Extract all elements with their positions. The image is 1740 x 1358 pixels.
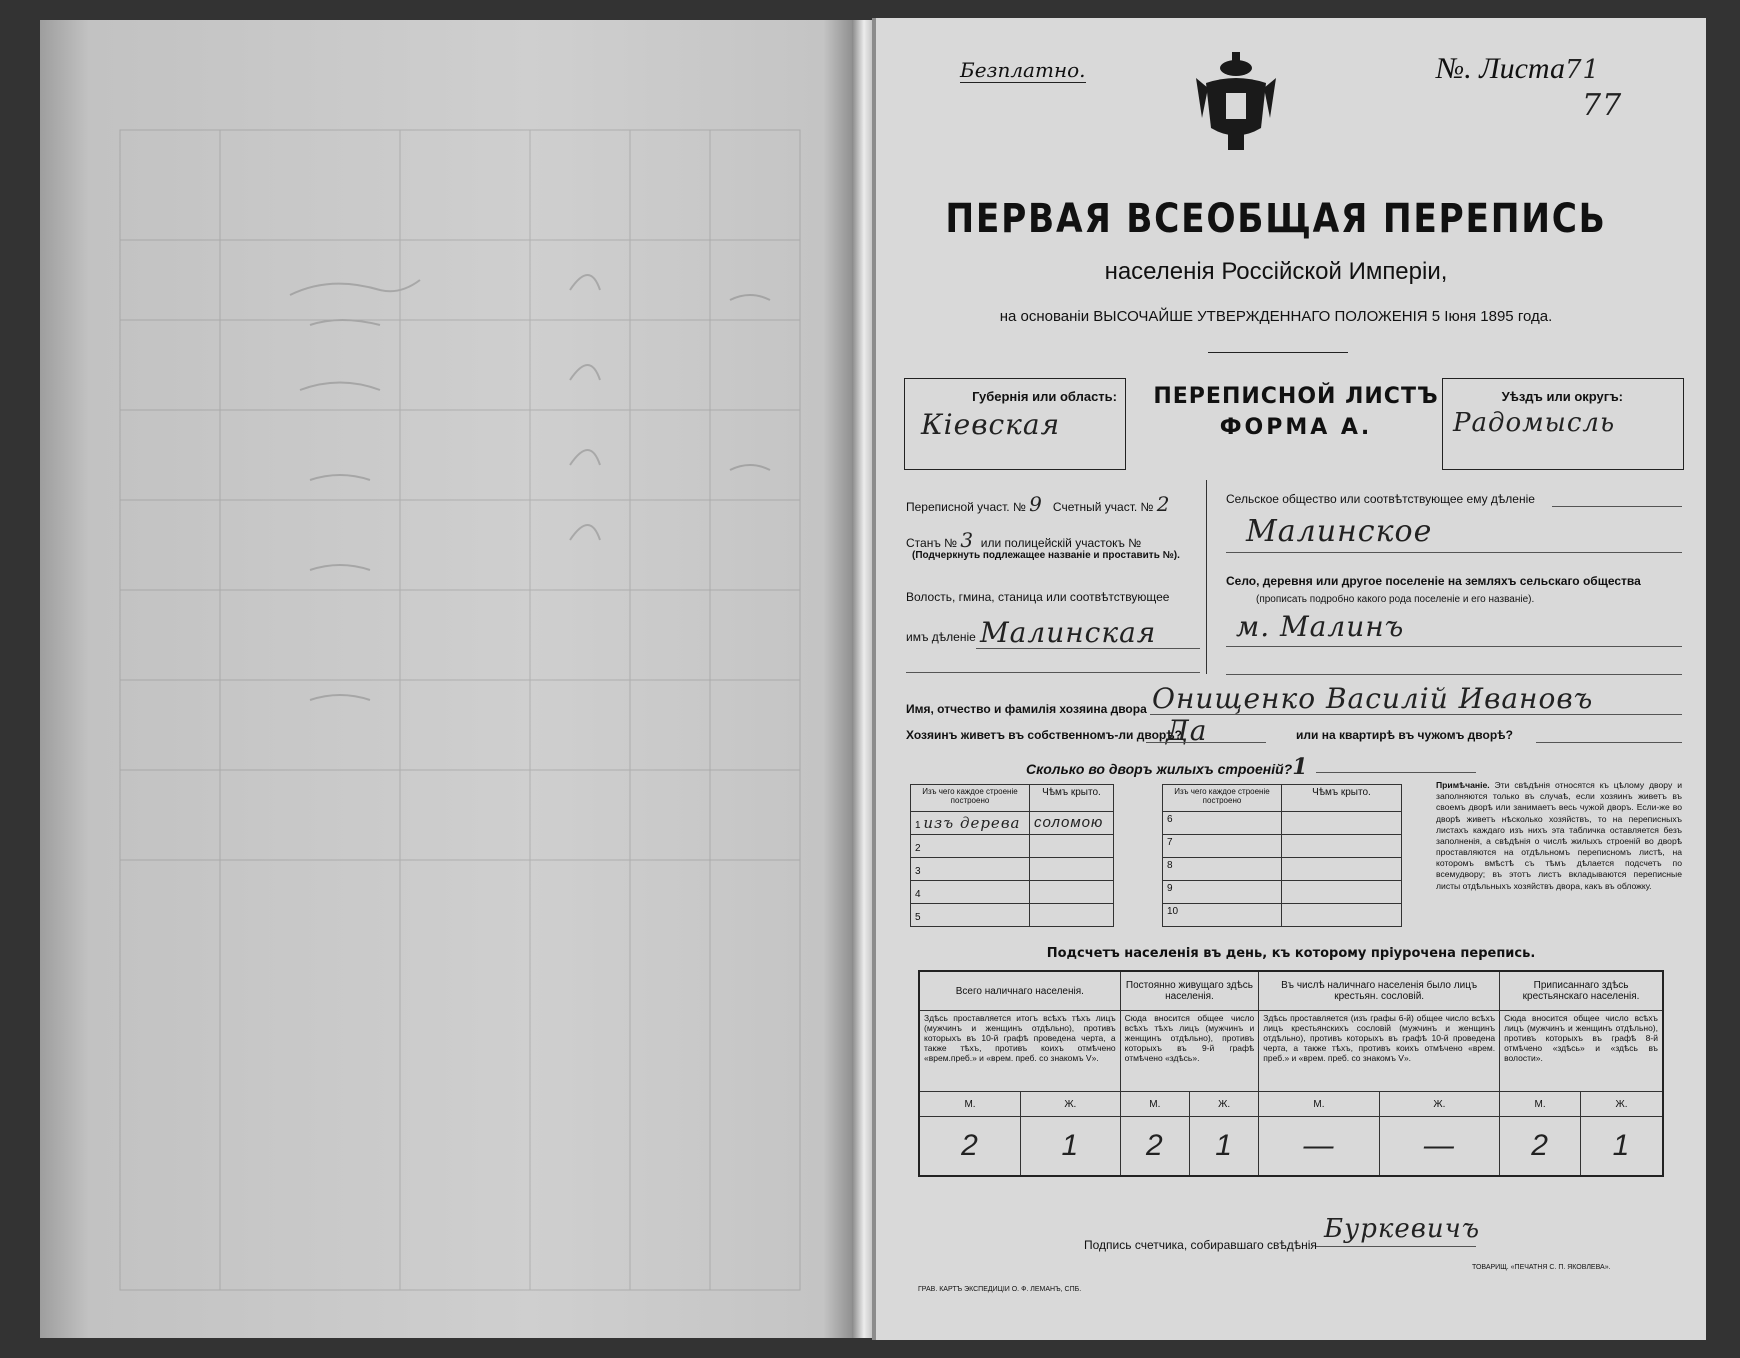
building-number: 2 bbox=[915, 843, 921, 854]
census-area-row: Переписной участ. № 9 Счетный участ. № 2 bbox=[906, 492, 1171, 516]
building-roof bbox=[1030, 835, 1114, 858]
sheet-type-title: ПЕРЕПИСНОЙ ЛИСТЪ bbox=[1153, 384, 1439, 409]
district-label: Уѣздъ или округъ: bbox=[1501, 389, 1623, 404]
building-number: 8 bbox=[1163, 858, 1282, 881]
owner-rent-rule bbox=[1536, 742, 1682, 743]
owner-rent-label: или на квартирѣ въ чужомъ дворѣ? bbox=[1296, 728, 1513, 742]
building-roof: соломою bbox=[1030, 812, 1114, 835]
census-subtitle: населенія Россійской Имперіи, bbox=[1104, 258, 1448, 285]
count-col-desc: Здѣсь проставляется итогъ всѣхъ тѣхъ лицъ (мужчинъ и женщинъ отдѣльно), противъ которыхъ въ 10-й графѣ проведена черта, а также тѣхъ, противъ коихъ отмѣчено «врем.преб.» и «врем. преб. со знакомъ V». bbox=[919, 1011, 1120, 1092]
count-m-label: М. bbox=[1120, 1092, 1189, 1117]
building-row bbox=[1163, 881, 1402, 904]
count-col-head: Всего наличнаго населенія. bbox=[919, 971, 1120, 1011]
district-box bbox=[1442, 378, 1684, 470]
building-material bbox=[911, 881, 1030, 904]
buildings-col-roof: Чѣмъ крыто. bbox=[1030, 785, 1114, 812]
note-title: Примѣчаніе. bbox=[1436, 780, 1490, 790]
village-extra-rule bbox=[1226, 674, 1682, 675]
census-title: ПЕРВАЯ ВСЕОБЩАЯ ПЕРЕПИСЬ bbox=[945, 196, 1607, 242]
census-legal-basis: на основаніи ВЫСОЧАЙШЕ УТВЕРЖДЕННАГО ПОЛОЖЕНІЯ 5 Іюня 1895 года. bbox=[999, 308, 1553, 325]
note-block bbox=[1436, 780, 1682, 892]
count-f-label: Ж. bbox=[1581, 1092, 1664, 1117]
sheet-number-label: №. Листа bbox=[1436, 52, 1565, 85]
society-value: Малинское bbox=[1246, 514, 1433, 549]
stan-value: 3 bbox=[960, 528, 975, 552]
buildings-right-rows bbox=[1163, 812, 1402, 927]
building-material bbox=[911, 812, 1030, 835]
building-material-value: изъ дерева bbox=[923, 814, 1021, 832]
building-row bbox=[1163, 835, 1402, 858]
building-material bbox=[911, 858, 1030, 881]
province-value: Кіевская bbox=[921, 408, 1061, 441]
volost-label-2: имъ дѣленіе bbox=[906, 630, 976, 644]
sheet-number-value: 71 bbox=[1564, 55, 1601, 85]
buildings-col-roof-2: Чѣмъ крыто. bbox=[1282, 785, 1402, 812]
building-material bbox=[911, 904, 1030, 927]
building-number: 10 bbox=[1163, 904, 1282, 927]
underline-note: (Подчеркнуть подлежащее названіе и проставить №). bbox=[912, 550, 1180, 561]
volost-extra-rule bbox=[906, 672, 1200, 673]
free-of-charge-label: Безплатно. bbox=[960, 58, 1086, 82]
note-text: Эти свѣдѣнія относятся къ цѣлому двору и заполняются только въ случаѣ, если хозяинъ живетъ въ своемъ дворѣ или занимаетъ весь чужой дворъ. Если-же во дворѣ живетъ нѣсколько хозяйствъ, то на переписныхъ листахъ каждаго изъ нихъ эта табличка оставляется безъ заполненія, а свѣдѣнія о числѣ жилыхъ строеній во дворѣ проставляются на отдѣльномъ переписномъ листѣ, на которомъ вмѣстѣ съ тѣмъ дѣлается подсчетъ по всемудвору; въ этотъ листъ вкладываются переписные листы отдѣльныхъ хозяйствъ двора, какъ въ обложку. bbox=[1436, 780, 1682, 891]
village-label: Село, деревня или другое поселеніе на земляхъ сельскаго общества bbox=[1226, 574, 1641, 588]
building-roof bbox=[1030, 904, 1114, 927]
buildings-col-material: Изъ чего каждое строеніе построено bbox=[911, 785, 1030, 812]
owner-name-rule bbox=[1150, 714, 1682, 715]
sheet-type-form: ФОРМА А. bbox=[1219, 415, 1373, 440]
count-col-desc: Сюда вносится общее число всѣхъ тѣхъ лицъ (мужчинъ и женщинъ отдѣльно), противъ которыхъ въ 9-й графѣ отмѣчено «здѣсь». bbox=[1120, 1011, 1259, 1092]
count-m-value: 2 bbox=[1500, 1117, 1581, 1177]
census-area-value: 9 bbox=[1029, 492, 1043, 516]
building-roof bbox=[1030, 881, 1114, 904]
count-col-desc: Сюда вносится общее число всѣхъ лицъ (мужчинъ и женщинъ отдѣльно), противъ которыхъ въ графѣ 8-й отмѣчено «здѣсь» и «здѣсь въ волости». bbox=[1500, 1011, 1663, 1092]
fields-divider bbox=[1206, 480, 1207, 674]
buildings-question bbox=[1026, 754, 1309, 780]
building-roof bbox=[1282, 858, 1402, 881]
buildings-value: 1 bbox=[1292, 754, 1309, 780]
sheet-type-block bbox=[1136, 384, 1456, 440]
count-col-head: Постоянно живущаго здѣсь населенія. bbox=[1120, 971, 1259, 1011]
count-col-head: Въ числѣ наличнаго населенія было лицъ крестьян. сословій. bbox=[1259, 971, 1500, 1011]
buildings-rule bbox=[1316, 772, 1476, 773]
signature-rule bbox=[1316, 1246, 1476, 1247]
building-number: 3 bbox=[915, 866, 921, 877]
signature-label: Подпись счетчика, собиравшаго свѣдѣнія bbox=[1084, 1238, 1317, 1252]
count-col-head: Приписаннаго здѣсь крестьянскаго населенія. bbox=[1500, 971, 1663, 1011]
district-value: Радомысль bbox=[1453, 408, 1616, 438]
society-label: Сельское общество или соотвѣтствующее ему дѣленіе bbox=[1226, 492, 1535, 506]
building-row bbox=[1163, 858, 1402, 881]
left-page bbox=[40, 20, 856, 1338]
owner-name-label: Имя, отчество и фамилія хозяина двора bbox=[906, 702, 1147, 716]
title-ornament-rule bbox=[1208, 352, 1348, 353]
count-table bbox=[918, 970, 1664, 1177]
count-m-value: 2 bbox=[919, 1117, 1020, 1177]
owner-own-value: Да bbox=[1166, 714, 1208, 747]
building-roof bbox=[1282, 904, 1402, 927]
building-number: 1 bbox=[915, 820, 921, 831]
footer-right: ТОВАРИЩ. «ПЕЧАТНЯ С. П. ЯКОВЛЕВА». bbox=[1472, 1264, 1611, 1271]
count-f-label: Ж. bbox=[1189, 1092, 1258, 1117]
buildings-table-right bbox=[1162, 784, 1402, 927]
footer-left: ГРАВ. КАРТЪ ЭКСПЕДИЦІИ О. Ф. ЛЕМАНЪ, СПБ. bbox=[918, 1286, 1082, 1293]
owner-own-rule bbox=[1146, 742, 1266, 743]
building-number: 4 bbox=[915, 889, 921, 900]
count-title: Подсчетъ населенія въ день, къ которому пріурочена перепись. bbox=[1046, 946, 1536, 961]
buildings-table-left bbox=[910, 784, 1114, 927]
building-number: 9 bbox=[1163, 881, 1282, 904]
volost-value: Малинская bbox=[980, 616, 1157, 649]
building-roof bbox=[1030, 858, 1114, 881]
census-form-page bbox=[872, 18, 1706, 1340]
count-col-desc: Здѣсь проставляется (изъ графы 6-й) общее число всѣхъ лицъ крестьянскихъ сословій (мужчинъ и женщинъ отдѣльно), противъ которыхъ въ графѣ 10-й проведена черта, а также тѣхъ, противъ коихъ отмѣчено «врем. преб.» и «врем. преб. со знакомъ V». bbox=[1259, 1011, 1500, 1092]
count-area-value: 2 bbox=[1156, 492, 1171, 516]
province-box bbox=[904, 378, 1126, 470]
village-value: м. Малинъ bbox=[1236, 610, 1405, 643]
building-roof bbox=[1282, 812, 1402, 835]
building-row bbox=[1163, 812, 1402, 835]
count-m-label: М. bbox=[1500, 1092, 1581, 1117]
sheet-number-block bbox=[1436, 52, 1600, 86]
building-row bbox=[911, 904, 1114, 927]
village-note: (прописать подробно какого рода поселеніе и его названіе). bbox=[1256, 594, 1535, 605]
buildings-label: Сколько во дворъ жилыхъ строеній? bbox=[1026, 761, 1293, 777]
count-f-label: Ж. bbox=[1020, 1092, 1120, 1117]
owner-own-label: Хозяинъ живетъ въ собственномъ-ли дворѣ? bbox=[906, 728, 1183, 742]
count-f-value: — bbox=[1379, 1117, 1499, 1177]
signature-value: Буркевичъ bbox=[1324, 1214, 1481, 1244]
buildings-left-rows bbox=[911, 812, 1114, 927]
left-page-ghost-grid bbox=[110, 120, 810, 1300]
building-material bbox=[911, 835, 1030, 858]
building-row bbox=[911, 881, 1114, 904]
stan-row: Станъ № 3 или полицейскій участокъ № bbox=[906, 528, 1142, 552]
owner-name-value: Онищенко Василій Ивановъ bbox=[1152, 682, 1594, 715]
building-roof bbox=[1282, 881, 1402, 904]
count-f-label: Ж. bbox=[1379, 1092, 1499, 1117]
building-number: 7 bbox=[1163, 835, 1282, 858]
province-label: Губернія или область: bbox=[972, 389, 1117, 404]
society-value-rule bbox=[1226, 552, 1682, 553]
buildings-col-material-2: Изъ чего каждое строеніе построено bbox=[1163, 785, 1282, 812]
building-row bbox=[911, 858, 1114, 881]
count-m-label: М. bbox=[919, 1092, 1020, 1117]
sheet-number-alt: 77 bbox=[1582, 88, 1623, 123]
count-f-value: 1 bbox=[1581, 1117, 1664, 1177]
building-roof bbox=[1282, 835, 1402, 858]
village-value-rule bbox=[1226, 646, 1682, 647]
volost-label: Волость, гмина, станица или соотвѣтствующее bbox=[906, 590, 1170, 604]
building-number: 5 bbox=[915, 912, 921, 923]
count-f-value: 1 bbox=[1020, 1117, 1120, 1177]
building-number: 6 bbox=[1163, 812, 1282, 835]
imperial-eagle-emblem bbox=[1196, 48, 1276, 158]
society-label-rule bbox=[1552, 506, 1682, 507]
count-m-label: М. bbox=[1259, 1092, 1379, 1117]
count-m-value: — bbox=[1259, 1117, 1379, 1177]
count-m-value: 2 bbox=[1120, 1117, 1189, 1177]
building-row bbox=[911, 835, 1114, 858]
building-row bbox=[1163, 904, 1402, 927]
count-f-value: 1 bbox=[1189, 1117, 1258, 1177]
building-row bbox=[911, 812, 1114, 835]
volost-value-rule bbox=[976, 648, 1200, 649]
